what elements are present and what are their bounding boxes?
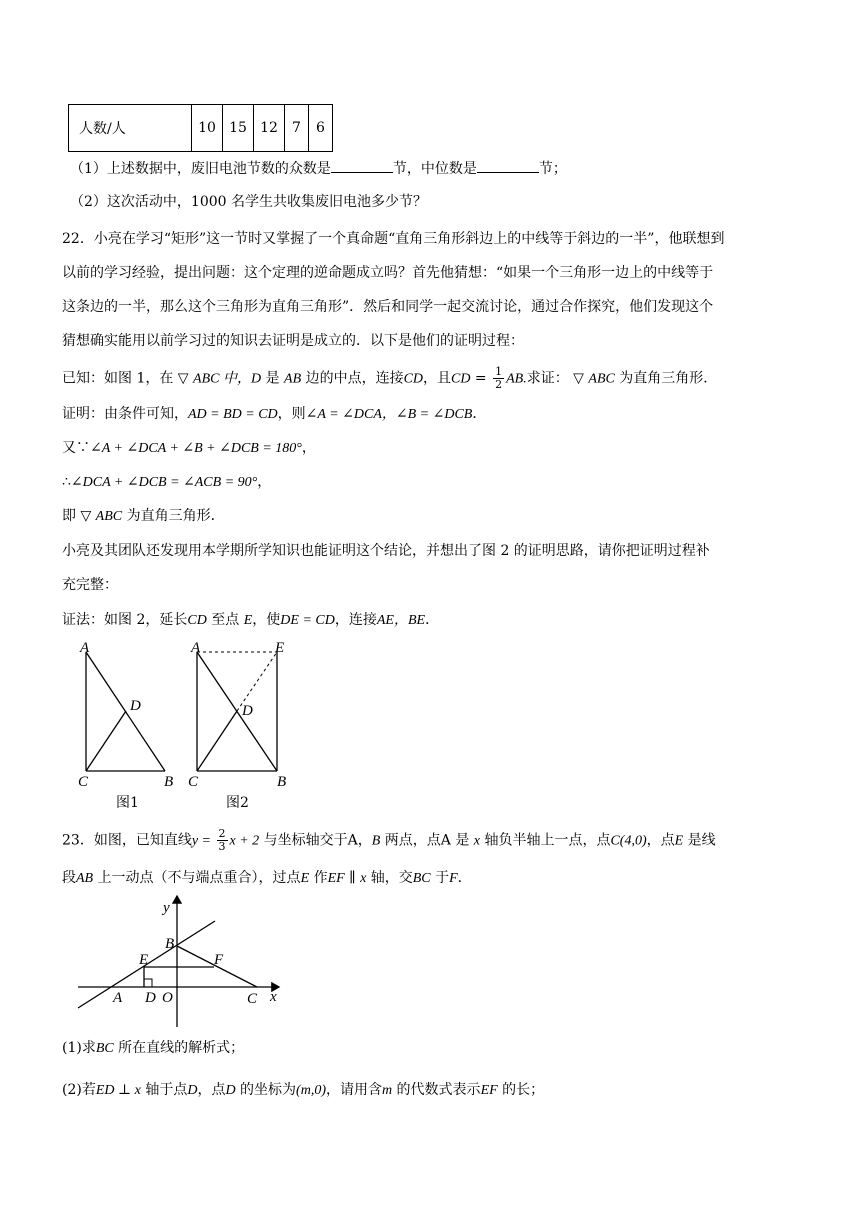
q21-part2: （2）这次活动中，1000 名学生共收集废旧电池多少节？ xyxy=(70,194,427,210)
point-label-c: C xyxy=(247,991,258,1007)
point-label-e: E xyxy=(139,952,149,968)
table-row xyxy=(69,105,333,152)
q22-line2: 以前的学习经验，提出问题：这个定理的逆命题成立吗？首先他猜想：“如果一个三角形一边上的中线等于 xyxy=(62,265,714,281)
table-cell: 6 xyxy=(309,105,333,152)
figure-1-caption: 图1 xyxy=(116,795,139,811)
point-label-o: O xyxy=(162,990,173,1006)
point-label-b: B xyxy=(164,774,174,790)
table-cell: 12 xyxy=(254,105,285,152)
point-label-b: B xyxy=(277,774,287,790)
axis-label-x: x xyxy=(270,989,277,1005)
q22-method: 证法：如图 2，延长CD 至点 E，使DE = CD，连接AE，BE． xyxy=(62,612,440,628)
table-cell: 15 xyxy=(223,105,254,152)
point-label-f: F xyxy=(214,952,224,968)
q22-proof-line1: 证明：由条件可知，AD = BD = CD，则∠A = ∠DCA，∠B = ∠DCB． xyxy=(62,406,487,422)
point-label-a: A xyxy=(80,640,90,656)
battery-data-table xyxy=(68,104,333,152)
fraction: $\frac{2}{3}$ xyxy=(218,827,226,853)
q22-line3: 这条边的一半，那么这个三角形为直角三角形”．然后和同学一起交流讨论，通过合作探究，他们发现这个 xyxy=(62,299,714,315)
point-label-a: A xyxy=(113,990,123,1006)
answer-blank xyxy=(331,158,393,173)
figure-2-diagram xyxy=(183,638,298,793)
point-label-d: D xyxy=(130,698,141,714)
axis-label-y: y xyxy=(163,900,170,916)
q22-given: 已知：如图 1，在 ▽ ABC 中，D 是 AB 边的中点，连接CD，且CD = $\frac{1}{2}$ AB.求证： ▽ ABC 为直角三角形． xyxy=(62,365,718,391)
table-cell: 10 xyxy=(192,105,223,152)
point-label-b: B xyxy=(165,936,175,952)
q22-line1: 22．小亮在学习“矩形”这一节时又掌握了一个真命题“直角三角形斜边上的中线等于斜边的一半”，他联想到 xyxy=(62,231,725,247)
table-row-label: 人数/人 xyxy=(69,105,192,152)
answer-blank xyxy=(477,158,539,173)
point-label-c: C xyxy=(78,774,89,790)
q23-subq2: (2)若ED ⊥ x 轴于点D，点D 的坐标为(m,0)，请用含m 的代数式表示EF 的长； xyxy=(62,1082,545,1098)
q22-team-line2: 充完整： xyxy=(62,577,118,593)
fraction: $\frac{1}{2}$ xyxy=(495,365,503,391)
table-cell: 7 xyxy=(285,105,309,152)
figure-1-diagram xyxy=(72,638,182,793)
q23-line2: 段AB 上一动点（不与端点重合），过点E 作EF ∥ x 轴，交BC 于F． xyxy=(62,870,472,886)
point-label-d: D xyxy=(242,703,253,719)
q21-part1: （1）上述数据中，废旧电池节数的众数是 节，中位数是 节； xyxy=(70,158,567,179)
q23-subq1: (1)求BC 所在直线的解析式； xyxy=(62,1040,245,1056)
q22-proof-line3: ∴∠DCA + ∠DCB = ∠ACB = 90°， xyxy=(62,474,272,490)
q23-line1: 23．如图，已知直线y = $\frac{2}{3}$ x + 2 与坐标轴交于A，B 两点，点A 是 x 轴负半轴上一点，点C(4,0)，点E 是线 xyxy=(62,827,716,853)
point-label-e: E xyxy=(275,640,285,656)
figure-2-caption: 图2 xyxy=(226,795,249,811)
q23-coordinate-graph xyxy=(74,892,289,1032)
q22-proof-line2: 又∵∠A + ∠DCA + ∠B + ∠DCB = 180°， xyxy=(62,440,316,456)
point-label-a: A xyxy=(191,640,201,656)
q22-proof-line4: 即 ▽ ABC 为直角三角形． xyxy=(62,508,225,524)
q22-team-line1: 小亮及其团队还发现用本学期所学知识也能证明这个结论，并想出了图 2 的证明思路，请你把证明过程补 xyxy=(62,543,710,559)
point-label-c: C xyxy=(188,774,199,790)
q22-line4: 猜想确实能用以前学习过的知识去证明是成立的．以下是他们的证明过程： xyxy=(62,333,524,349)
point-label-d: D xyxy=(145,990,156,1006)
